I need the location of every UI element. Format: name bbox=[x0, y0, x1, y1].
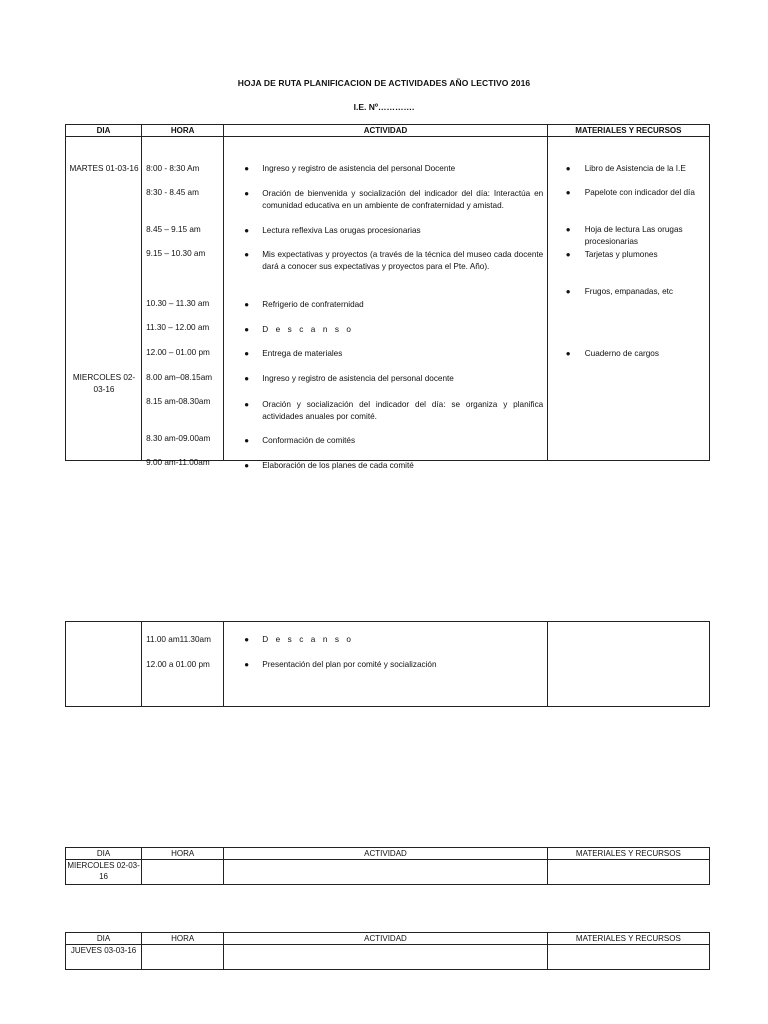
header-hora: HORA bbox=[142, 933, 224, 945]
table-header-row bbox=[66, 848, 710, 860]
bullet-icon: ● bbox=[244, 189, 250, 198]
bullet-icon: ● bbox=[244, 250, 250, 259]
bullet-icon: ● bbox=[565, 225, 571, 234]
header-dia: DIA bbox=[66, 848, 142, 860]
header-actividad: ACTIVIDAD bbox=[224, 125, 548, 137]
bullet-icon: ● bbox=[244, 660, 250, 669]
schedule-table-4 bbox=[65, 932, 710, 970]
bullet-icon: ● bbox=[244, 374, 250, 383]
bullet-icon: ● bbox=[244, 300, 250, 309]
bullet-icon: ● bbox=[565, 188, 571, 197]
table-body-row: 11.00 am11.30am 12.00 a 01.00 pm ● D e s c a n s o ● Presentación del plan por comité y socialización bbox=[66, 622, 710, 707]
day-jueves: JUEVES 03-03-16 bbox=[66, 945, 142, 970]
header-materiales: MATERIALES Y RECURSOS bbox=[547, 125, 709, 137]
header-actividad: ACTIVIDAD bbox=[224, 933, 548, 945]
header-materiales: MATERIALES Y RECURSOS bbox=[547, 848, 709, 860]
hour-6: 11.30 – 12.00 am bbox=[146, 323, 210, 332]
day-miercoles: MIERCOLES 02-03-16 bbox=[72, 373, 136, 394]
bullet-icon: ● bbox=[244, 349, 250, 358]
bullet-icon: ● bbox=[565, 250, 571, 259]
schedule-table-3 bbox=[65, 847, 710, 885]
schedule-table-2 bbox=[65, 621, 710, 707]
hour-8: 8.00 am–08.15am bbox=[146, 373, 213, 382]
table-body-row: MARTES 01-03-16 MIERCOLES 02-03-16 8:00 - 8:30 Am 8:30 - 8.45 am 8.45 – 9.15 am 9.15 – 10.30 am 10.30 – 11.30 am 11.30 – 12.00 am 12.00 – 01.00 pm 8.00 am–08.15am 8.15 am-08.30am 8.30 am-09.00am 9.00 am-11.00am ● Ingreso y registro de asistencia del personal Docente ● Oración de bienvenida y socialización del indicador del día: Interactúa en comunidad educativa en un ambiente de confraternidad y amistad. ● Lectura reflexiva Las orugas procesionarias ● Mis expectativas y proyectos (a través de la técnica del museo cada docente dará a conocer sus expectativas y proyectos para el Pte. Año). ● Refrigerio de confraternidad ● D e s c a n s o ● Entrega de materiales ● Ingreso y registro de asistencia del personal docente ● Oración y socialización del indicador del día: se organiza y planifica actividades anuales por comité. ● Conformación de comités ● Elaboración de los planes de cada comité ● Libro de Asistencia de la I.E ● Papelote con indicador del día ● Hoja de lectura Las orugas procesionarias ● Tarjetas y plumones ● Frugos, empanadas, etc ● Cuaderno de cargos bbox=[66, 137, 710, 461]
bullet-icon: ● bbox=[244, 226, 250, 235]
bullet-icon: ● bbox=[565, 164, 571, 173]
table-body-row bbox=[66, 860, 710, 885]
bullet-icon: ● bbox=[244, 635, 250, 644]
header-dia: DIA bbox=[66, 933, 142, 945]
table-body-row bbox=[66, 945, 710, 970]
hour-10: 8.30 am-09.00am bbox=[146, 434, 211, 443]
bullet-icon: ● bbox=[244, 164, 250, 173]
bullet-icon: ● bbox=[244, 325, 250, 334]
bullet-icon: ● bbox=[244, 461, 250, 470]
header-actividad: ACTIVIDAD bbox=[224, 848, 548, 860]
header-hora: HORA bbox=[142, 848, 224, 860]
hour-5: 10.30 – 11.30 am bbox=[146, 299, 210, 308]
hour-4: 9.15 – 10.30 am bbox=[146, 249, 206, 258]
hour-1: 8:00 - 8:30 Am bbox=[146, 164, 200, 173]
header-materiales: MATERIALES Y RECURSOS bbox=[547, 933, 709, 945]
header-dia: DIA bbox=[66, 125, 142, 137]
hour-1: 11.00 am11.30am bbox=[146, 635, 211, 644]
bullet-icon: ● bbox=[244, 436, 250, 445]
hour-2: 12.00 a 01.00 pm bbox=[146, 660, 210, 669]
bullet-icon: ● bbox=[244, 400, 250, 409]
header-hora: HORA bbox=[142, 125, 224, 137]
table-header-row bbox=[66, 125, 710, 137]
table-header-row bbox=[66, 933, 710, 945]
document-title: HOJA DE RUTA PLANIFICACION DE ACTIVIDADES AÑO LECTIVO 2016 bbox=[237, 78, 531, 88]
hour-2: 8:30 - 8.45 am bbox=[146, 188, 199, 197]
schedule-table-1 bbox=[65, 124, 710, 470]
day-miercoles: MIERCOLES 02-03-16 bbox=[66, 860, 142, 885]
bullet-icon: ● bbox=[565, 349, 571, 358]
bullet-icon: ● bbox=[565, 287, 571, 296]
day-martes: MARTES 01-03-16 bbox=[69, 164, 139, 173]
document-subtitle: I.E. Nº…………. bbox=[353, 102, 415, 112]
hour-9: 8.15 am-08.30am bbox=[146, 397, 211, 406]
hour-7: 12.00 – 01.00 pm bbox=[146, 348, 210, 357]
hour-11: 9.00 am-11.00am bbox=[146, 458, 210, 467]
hour-3: 8.45 – 9.15 am bbox=[146, 225, 201, 234]
